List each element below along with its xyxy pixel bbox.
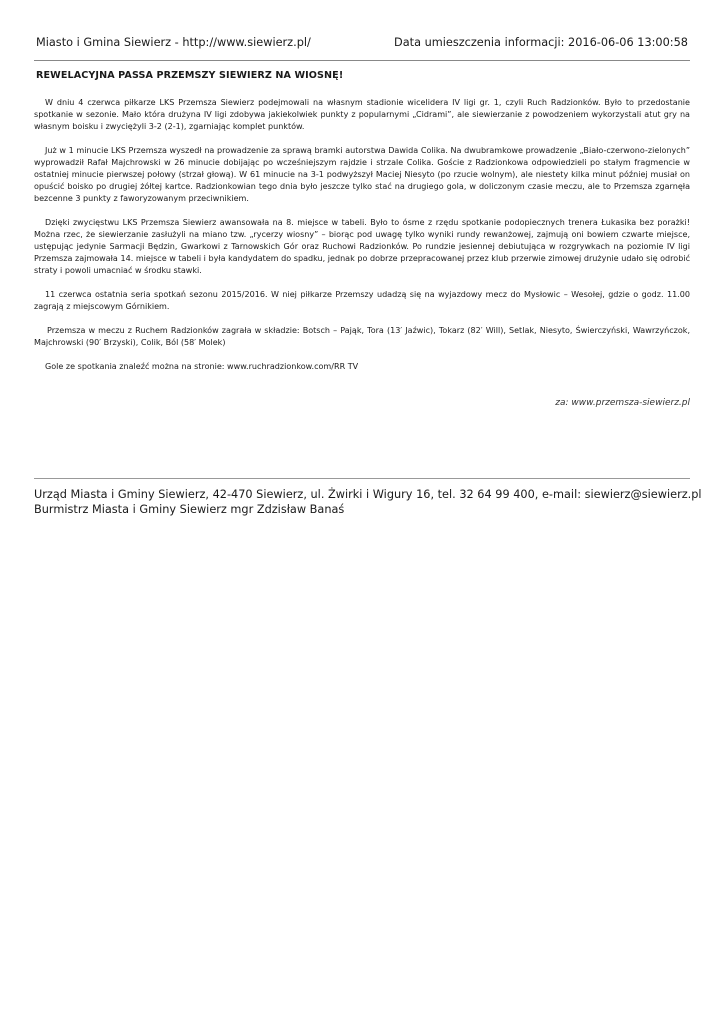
paragraph-next-match: 11 czerwca ostatnia seria spotkań sezonu 2015/2016. W niej piłkarze Przemszy udadzą się na wyjazdowy mecz do Mysłowic – Wesołej, gdzie o godz. 11.00 zagrają z miejscowym Górnikiem. [34,290,690,311]
footer-divider [34,478,690,479]
paragraph-match-report: Już w 1 minucie LKS Przemsza wyszedł na prowadzenie za sprawą bramki autorstwa Dawida Colika. Na dwubramkowe prowadzenie „Biało-czerwono-zielonych” wyprowadził Rafał Majchrowski w 26 minucie dobijając po wcześniejszym rajdzie i strzale Colika. Goście z Radzionkowa odpowiedzieli po stałym fragmencie w ostatniej minucie pierwszej połowy (strzał głową). W 61 minucie na 3-1 podwyższył Maciej Niesyto (po rzucie wolnym), ale niestety kilka minut później musiał on opuścić boisko po drugiej żółtej kartce. Radzionkowian tego dnia było jeszcze tylko stać na drugiego gola, w doliczonym czasie meczu, ale to Przemsza zgarnęła bezcenne 3 punkty z faworyzowanym przeciwnikiem. [34,146,690,203]
page-footer [34,487,702,517]
publication-date: Data umieszczenia informacji: 2016-06-06 13:00:58 [394,36,688,49]
source-credit: za: www.przemsza-siewierz.pl [555,398,690,408]
article-body [34,97,690,385]
article-title: REWELACYJNA PASSA PRZEMSZY SIEWIERZ NA WIOSNĘ! [36,70,344,81]
paragraph-lineup: Przemsza w meczu z Ruchem Radzionków zagrała w składzie: Botsch – Pająk, Tora (13′ Jaźwic), Tokarz (82′ Will), Setlak, Niesyto, Świerczyński, Wawrzyńczok, Majchrowski (90′ Brzyski), Colik, Ból (58′ Molek) [34,326,690,347]
page-header [34,34,690,61]
paragraph-intro: W dniu 4 czerwca piłkarze LKS Przemsza Siewierz podejmowali na własnym stadionie wicelidera IV ligi gr. 1, czyli Ruch Radzionków. Było to przedostanie spotkanie w sezonie. Mało która drużyna IV ligi zdobywa jakiekolwiek punkty z popularnymi „Cidrami”, ale siewierzanie z powodzeniem wykorzystali atut gry na własnym boisku i zwyciężyli 3-2 (2-1), zgarniając komplet punktów. [34,98,690,131]
paragraph-video-link: Gole ze spotkania znaleźć można na stronie: www.ruchradzionkow.com/RR TV [45,362,359,371]
paragraph-league-table: Dzięki zwycięstwu LKS Przemsza Siewierz awansowała na 8. miejsce w tabeli. Było to ósme z rzędu spotkanie podopiecznych trenera Łukasika bez porażki! Można rzec, że siewierzanie zasłużyli na miano tzw. „rycerzy wiosny” – biorąc pod uwagę tylko wyniki rundy rewanżowej, zajmują oni bowiem czwarte miejsce, ustępując jedynie Sarmacji Będzin, Gwarkowi z Tarnowskich Gór oraz Ruchowi Radzionków. Po rundzie jesiennej debiutująca w rozgrywkach na poziomie IV ligi Przemsza zajmowała 14. miejsce w tabeli i była kandydatem do spadku, jednak po dobrze przepracowanej przez klub przerwie zimowej drużynie udało się odrobić straty i powoli umacniać w środku stawki. [34,218,690,275]
footer-address: Urząd Miasta i Gminy Siewierz, 42-470 Siewierz, ul. Żwirki i Wigury 16, tel. 32 64 99 400, e-mail: siewierz@siewierz.pl [34,488,702,501]
site-name-url: Miasto i Gmina Siewierz - http://www.siewierz.pl/ [36,36,311,49]
footer-mayor: Burmistrz Miasta i Gminy Siewierz mgr Zdzisław Banaś [34,503,345,516]
